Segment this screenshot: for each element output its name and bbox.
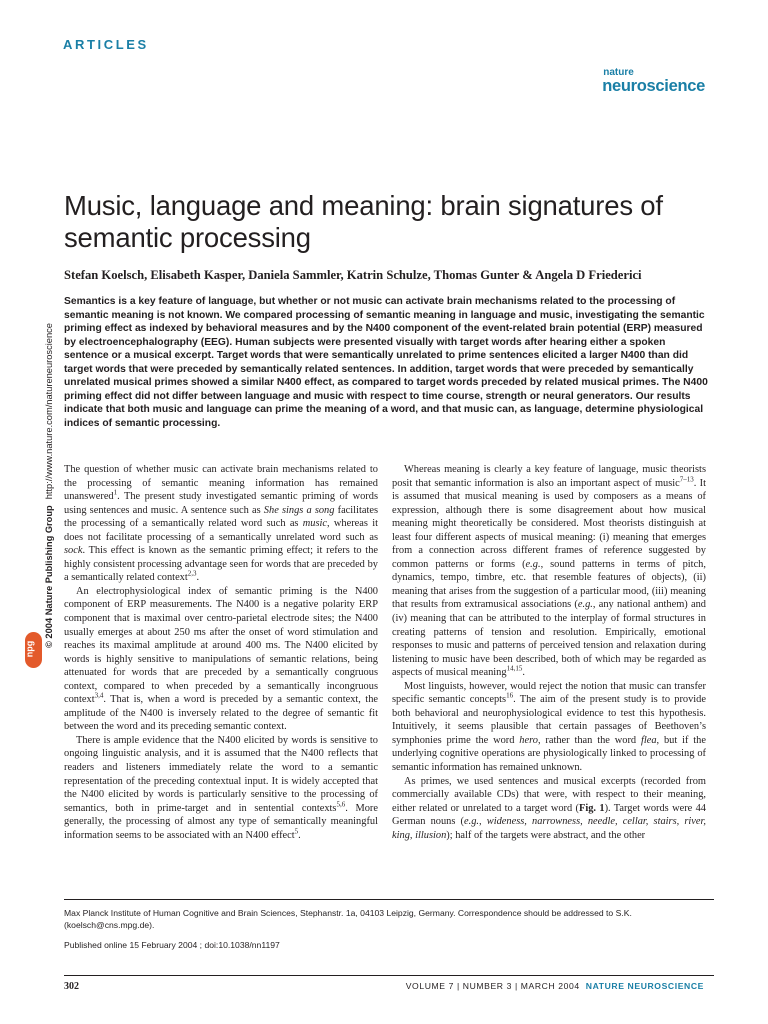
citation-ref[interactable]: 3,4 <box>94 691 104 700</box>
side-url-link[interactable]: http://www.nature.com/natureneuroscience <box>44 323 54 500</box>
paragraph: There is ample evidence that the N400 elicited by words is sensitive to ongoing linguistic analysis, and it is assumed that the N400 reflects that readers and listeners immediately relate the word to a semantic representation of the preceding contextual input. It is widely accepted that the N400 elicited by words is particularly sensitive to the processing of semantics, both in prime-target and in sentential contexts$^{5,6}$. More generally, the processing of almost any type of semantically meaningful information seems to be associated with an N400 effect$^5$. <box>64 734 378 841</box>
citation-ref[interactable]: 7–13 <box>679 475 694 484</box>
side-copyright-text <box>44 323 54 648</box>
paragraph: An electrophysiological index of semantic priming is the N400 component of ERP measurements. The N400 is a negative polarity ERP component that is maximal over centro-parietal electrode sites; the N400 usually emerges at about 250 ms after the onset of word stimulation and reaches its maximal amplitude at around 400 ms. The N400 elicited by words is highly sensitive to manipulations of semantic relations, being attenuated for words that are preceded by a semantically congruous context, compared to when preceded by a semantically incongruous context$^{3,4}$. That is, when a word is preceded by a semantic context, the amplitude of the N400 is inversely related to the degree of semantic fit between the word and its preceding semantic context. <box>64 585 378 733</box>
journal-logo-line2: neuroscience <box>602 77 705 95</box>
issue-info: VOLUME 7 | NUMBER 3 | MARCH 2004 <box>405 981 580 991</box>
abstract: Semantics is a key feature of language, but whether or not music can activate brain mechanisms related to the processing of semantic meaning is not known. We compared processing of semantic meaning in language and music, investigating the semantic priming effect as indexed by behavioral measures and by the N400 component of the event-related brain potential (ERP) measured by electroencephalography (EEG). Human subjects were presented visually with target words after hearing either a spoken sentence or a musical excerpt. Target words that were semantically unrelated to prime sentences elicited a larger N400 than did target words that were preceded by semantically related sentences. In addition, target words that were preceded by semantically unrelated musical primes showed a similar N400 effect, as compared to target words preceded by related musical primes. The N400 priming effect did not differ between language and music with respect to time course, strength or neural generators. Our results indicate that both music and language can prime the meaning of a word, and that music can, as language, determine physiological indices of semantic processing. <box>64 296 708 429</box>
copyright-notice: © 2004 Nature Publishing Group <box>44 505 54 648</box>
page-number: 302 <box>64 981 79 992</box>
citation-ref[interactable]: 5 <box>294 827 299 836</box>
citation-ref[interactable]: 5,6 <box>336 800 346 809</box>
section-label: ARTICLES <box>63 37 149 52</box>
paragraph: As primes, we used sentences and musical excerpts (recorded from commercially available CDs) that were, with respect to their meaning, either related or unrelated to a target word (Fig. 1). Target words were 44 German nouns (e.g., wideness, narrowness, needle, cellar, stairs, river, king, illusion); half of the targets were abstract, and the other <box>392 775 706 841</box>
paragraph: The question of whether music can activate brain mechanisms related to the processing of semantic meaning information has remained unanswered$^1$. The present study investigated semantic priming of words using sentences and music. A sentence such as She sings a song facilitates the processing of a semantically related word such as music, whereas it does not facilitate processing of a semantically unrelated word such as sock. This effect is known as the semantic priming effect; it refers to the highly consistent processing advantage seen for words that are preceded by a semantically related context$^{2,3}$. <box>64 464 378 584</box>
journal-logo-line1: nature <box>603 67 634 78</box>
paragraph: Whereas meaning is clearly a key feature of language, music theorists posit that semantic information is also an important aspect of music$^{7-13}$. It is assumed that musical meaning is used by composers as a means of expression, although there is some disagreement about how musical meaning might theoretically be considered. Most theorists distinguish at least four different aspects of musical meaning: (i) meaning that emerges from a connection across different frames of reference suggested by common patterns or forms (e.g., sound patterns in terms of pitch, dynamics, tempo, timbre, etc. that resemble features of objects), (ii) meaning that arises from the suggestion of a particular mood, (iii) meaning that results from extramusical associations (e.g., any national anthem) and (iv) meaning that can be attributed to the interplay of formal structures in creating patterns of tension and resolution. Empirically, emotional responses to music and patterns of perceived tension and relaxation during listening to music have been described, both of which may be regarded as aspects of musical meaning$^{14,15}$. <box>392 464 706 679</box>
citation-ref[interactable]: 16 <box>506 691 514 700</box>
footnote-divider <box>64 899 714 900</box>
citation-ref[interactable]: 14,15 <box>506 664 523 673</box>
publisher-logo-icon <box>25 632 42 668</box>
footer-journal-name: NATURE NEUROSCIENCE <box>585 981 704 991</box>
citation-ref[interactable]: 2,3 <box>187 569 197 578</box>
footer-divider <box>64 975 714 976</box>
author-list: Stefan Koelsch, Elisabeth Kasper, Daniela Sammler, Katrin Schulze, Thomas Gunter & Angela D Friederici <box>64 268 642 282</box>
paragraph: Most linguists, however, would reject the notion that music can transfer specific semantic concepts$^{16}$. The aim of the present study is to provide both behavioral and neurophysiological evidence to test this hypothesis. Intuitively, it seems plausible that certain passages of Beethoven’s symphonies prime the word hero, rather than the word flea, but if the underlying cognitive operations are physiologically linked to processing of semantic information has remained unknown. <box>392 680 706 774</box>
body-column-right <box>392 463 706 842</box>
footer-issue-info <box>406 981 704 991</box>
citation-ref[interactable]: 1 <box>113 488 118 497</box>
publication-info: Published online 15 February 2004 ; doi:10.1038/nn1197 <box>64 940 280 950</box>
article-title: Music, language and meaning: brain signatures of semantic processing <box>64 190 663 253</box>
publisher-mark: npg <box>24 640 35 658</box>
body-column-left <box>64 463 378 842</box>
figure-ref[interactable]: Fig. 1 <box>578 802 605 814</box>
journal-logo <box>602 68 705 95</box>
affiliation-footnote: Max Planck Institute of Human Cognitive and Brain Sciences, Stephanstr. 1a, 04103 Leipzig, Germany. Correspondence should be addressed to S.K. (koelsch@cns.mpg.de). <box>64 908 632 930</box>
